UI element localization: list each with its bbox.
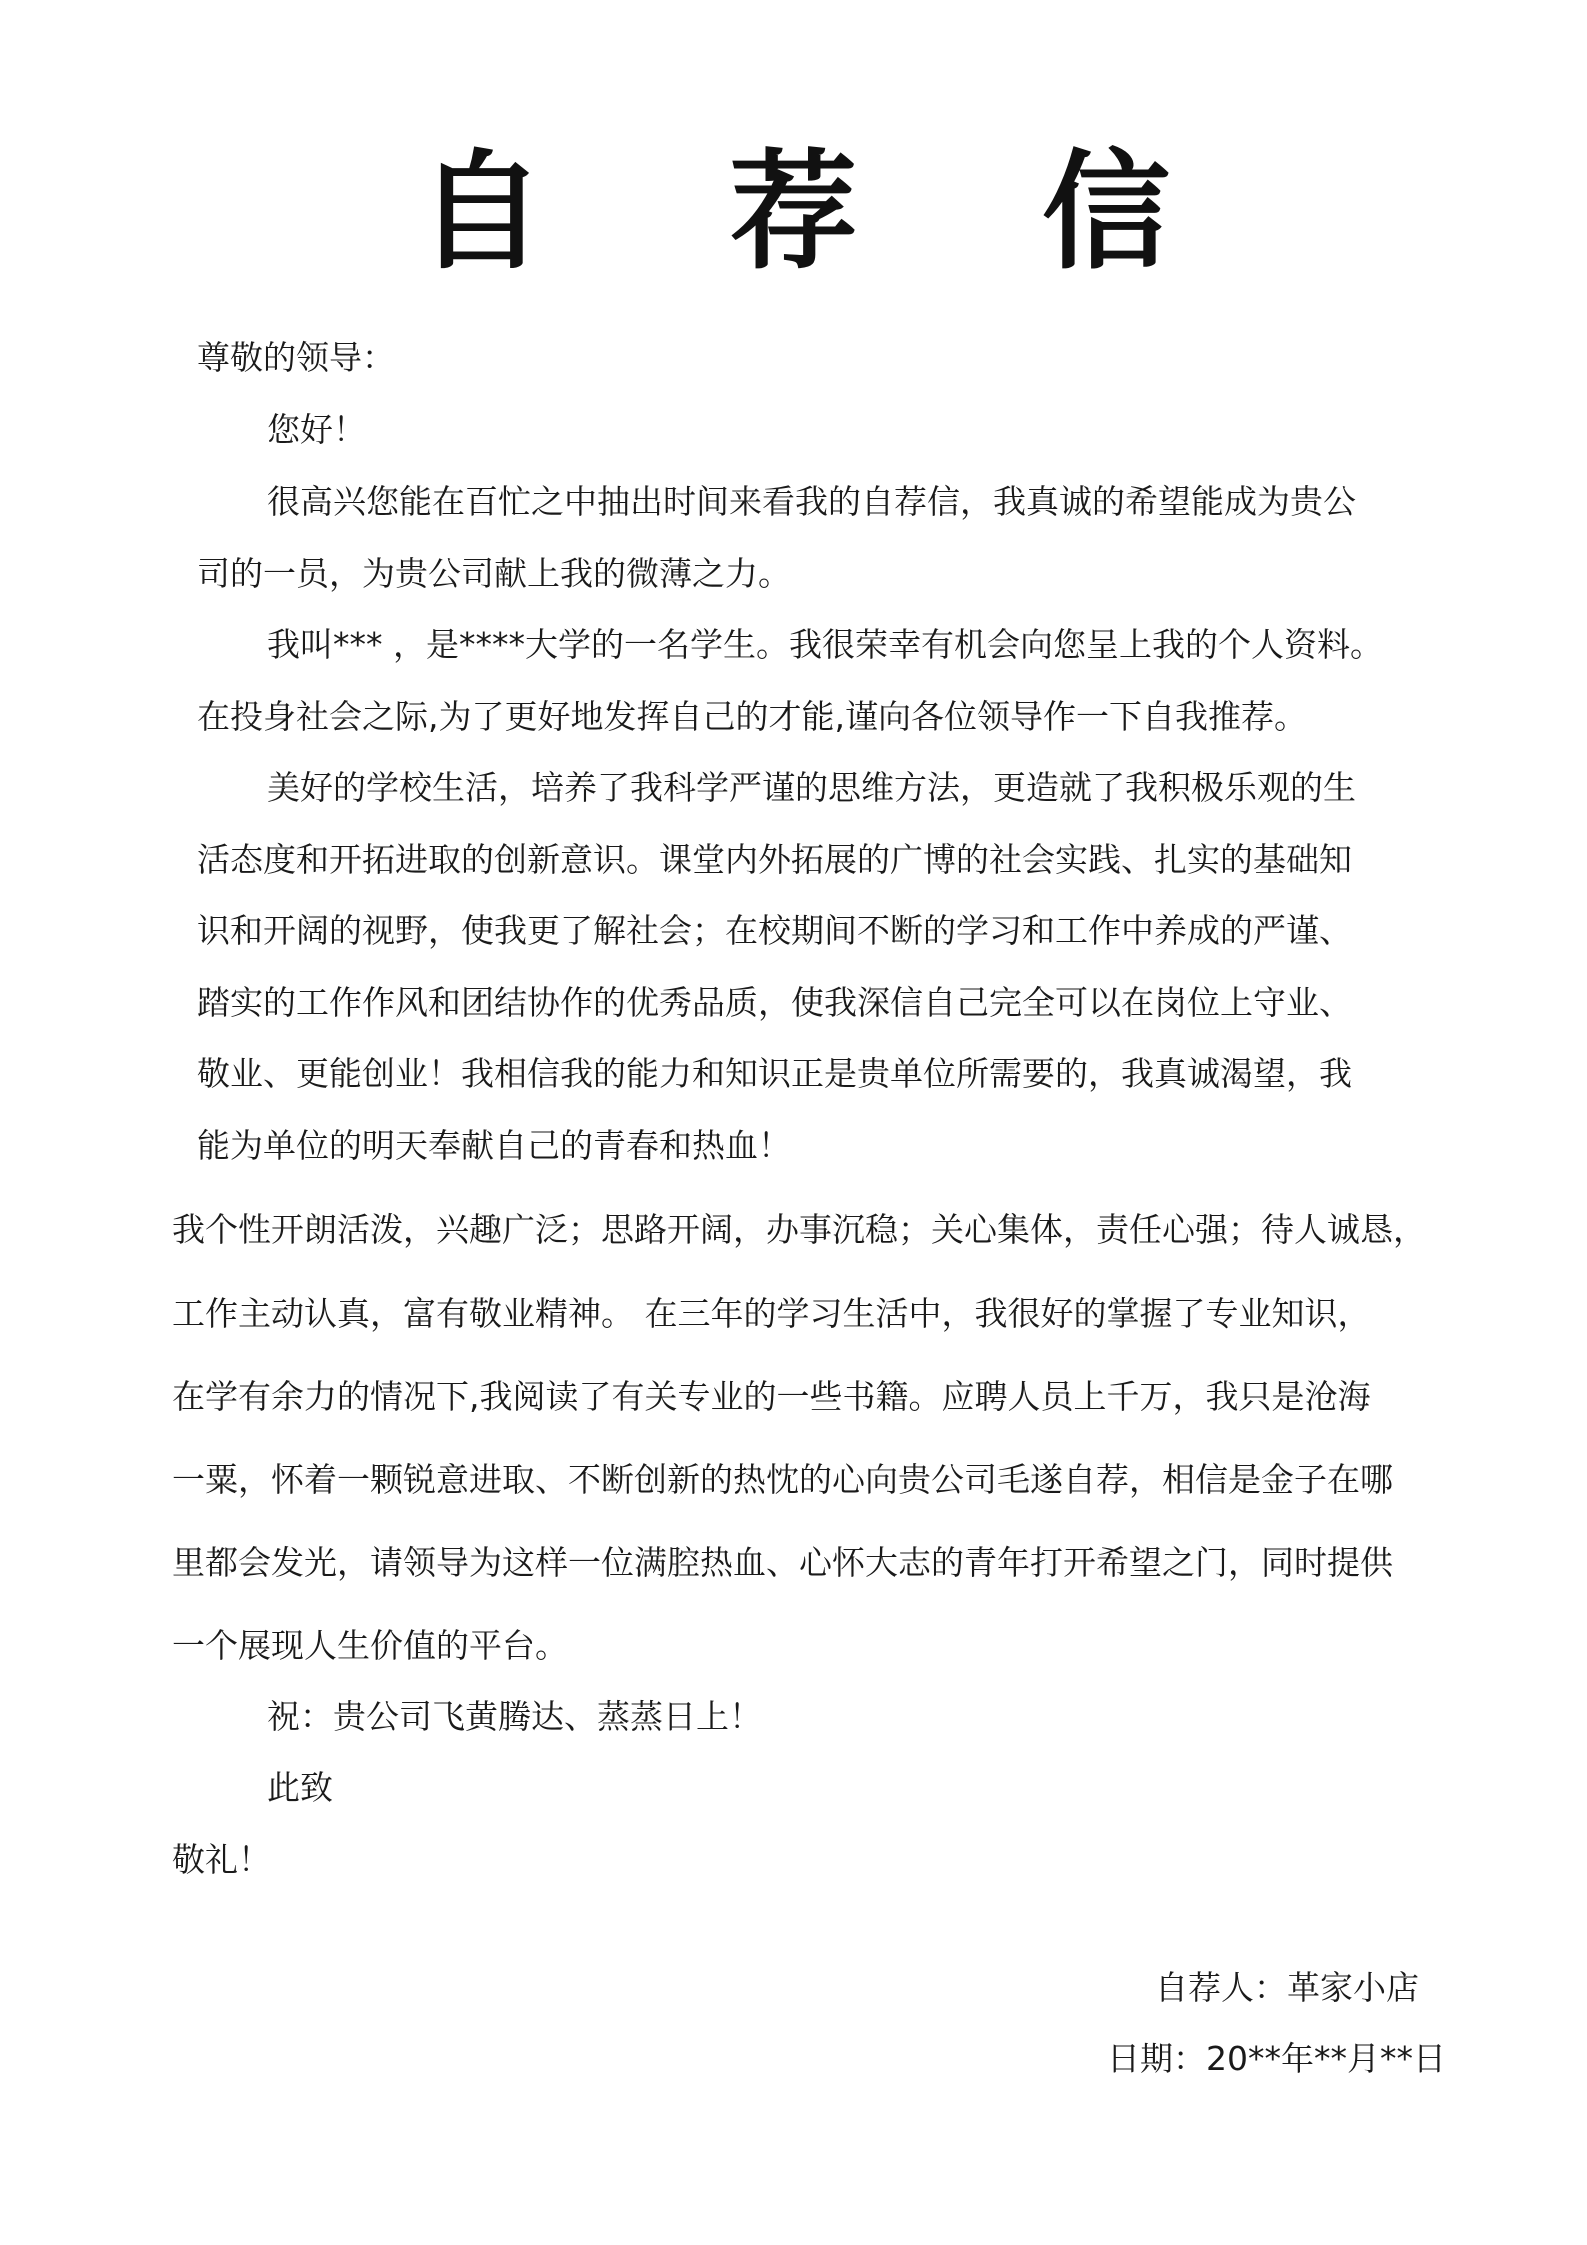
paragraph-line: 能为单位的明天奉献自己的青春和热血！ bbox=[197, 1126, 791, 1165]
paragraph-line: 一粟，怀着一颗锐意进取、不断创新的热忱的心向贵公司毛遂自荐，相信是金子在哪 bbox=[172, 1460, 1393, 1499]
page-title: 自 荐 信 bbox=[416, 138, 1241, 287]
paragraph-line: 一个展现人生价值的平台。 bbox=[172, 1626, 568, 1665]
paragraph-line: 识和开阔的视野，使我更了解社会；在校期间不断的学习和工作中养成的严谨、 bbox=[197, 911, 1352, 950]
date-line: 日期：20**年**月**日 bbox=[1107, 2039, 1446, 2078]
paragraph-line: 活态度和开拓进取的创新意识。课堂内外拓展的广博的社会实践、扎实的基础知 bbox=[197, 840, 1352, 879]
paragraph-line: 踏实的工作作风和团结协作的优秀品质，使我深信自己完全可以在岗位上守业、 bbox=[197, 983, 1352, 1022]
signer-line: 自荐人：革家小店 bbox=[1155, 1968, 1419, 2007]
paragraph-line: 敬业、更能创业！我相信我的能力和知识正是贵单位所需要的，我真诚渴望，我 bbox=[197, 1054, 1352, 1093]
regards-line: 敬礼！ bbox=[172, 1840, 271, 1879]
paragraph-line: 工作主动认真，富有敬业精神。 在三年的学习生活中，我很好的掌握了专业知识， bbox=[172, 1294, 1371, 1333]
paragraph-line: 很高兴您能在百忙之中抽出时间来看我的自荐信，我真诚的希望能成为贵公 bbox=[267, 482, 1356, 521]
paragraph-line: 里都会发光，请领导为这样一位满腔热血、心怀大志的青年打开希望之门，同时提供 bbox=[172, 1543, 1393, 1582]
closing-line: 此致 bbox=[267, 1768, 333, 1807]
wish-line: 祝：贵公司飞黄腾达、蒸蒸日上！ bbox=[267, 1697, 762, 1736]
paragraph-line: 美好的学校生活，培养了我科学严谨的思维方法，更造就了我积极乐观的生 bbox=[267, 768, 1356, 807]
paragraph-line: 在学有余力的情况下,我阅读了有关专业的一些书籍。应聘人员上千万，我只是沧海 bbox=[172, 1377, 1371, 1416]
paragraph-line: 我叫*** ，是****大学的一名学生。我很荣幸有机会向您呈上我的个人资料。 bbox=[267, 625, 1383, 664]
salutation: 尊敬的领导： bbox=[197, 338, 395, 377]
paragraph-line: 我个性开朗活泼，兴趣广泛；思路开阔，办事沉稳；关心集体，责任心强；待人诚恳， bbox=[172, 1210, 1426, 1249]
paragraph-line: 在投身社会之际,为了更好地发挥自己的才能,谨向各位领导作一下自我推荐。 bbox=[197, 697, 1307, 736]
paragraph-line: 司的一员，为贵公司献上我的微薄之力。 bbox=[197, 554, 791, 593]
greeting: 您好！ bbox=[267, 410, 366, 449]
